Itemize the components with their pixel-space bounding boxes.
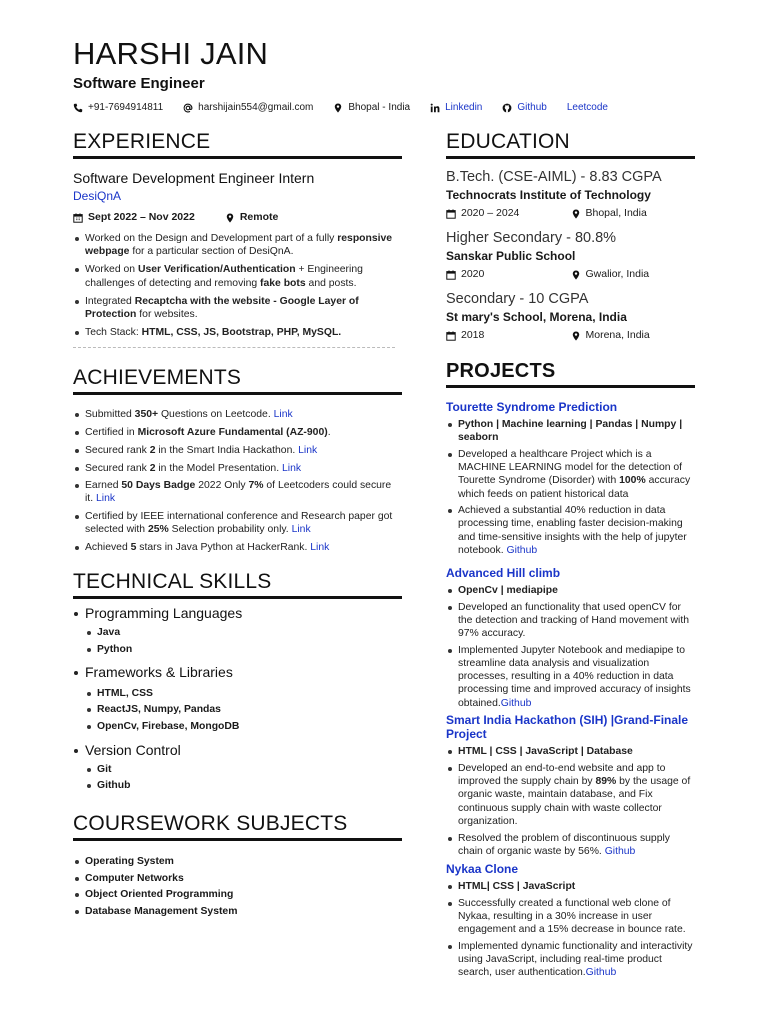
list-item: Integrated Recaptcha with the website - Google Layer of Protection for websites. bbox=[73, 295, 402, 321]
education-entry bbox=[446, 290, 695, 342]
linkedin-link[interactable] bbox=[430, 102, 482, 114]
phone-text: +91-7694914811 bbox=[88, 102, 164, 113]
location-contact bbox=[333, 102, 410, 114]
project-title[interactable]: Tourette Syndrome Prediction bbox=[446, 400, 618, 414]
proof-link[interactable]: Link bbox=[273, 409, 293, 421]
list-item: Implemented dynamic functionality and interactivity using JavaScript, including real-time product search, user authentication.Github bbox=[446, 940, 695, 980]
list-item: Developed a healthcare Project which is a MACHINE LEARNING model for the detection of Tourette Syndrome (Disorder) with 100% accuracy which feeds on patient historical data bbox=[446, 448, 695, 501]
skill-group-items bbox=[85, 763, 402, 793]
list-item: Worked on the Design and Development part of a fully responsive webpage for a particular section of DesiQnA. bbox=[73, 232, 402, 258]
github-link[interactable]: Github bbox=[585, 967, 617, 979]
project-entry bbox=[446, 566, 695, 710]
list-item: OpenCv, Firebase, MongoDB bbox=[85, 720, 402, 733]
leetcode-text: Leetcode bbox=[566, 102, 608, 113]
list-item: Worked on User Verification/Authentication + Engineering challenges of detecting and removing fake bots and posts. bbox=[73, 263, 402, 289]
education-entry bbox=[446, 168, 695, 220]
skills-heading: TECHNICAL SKILLS bbox=[73, 570, 402, 599]
linkedin-icon bbox=[430, 103, 440, 113]
list-item: Git bbox=[85, 763, 402, 776]
list-item: Developed an end-to-end website and app to improved the supply chain by 89% by the usage of organic waste, maintain database, and Fix continuous supply chain with waste collector organization. bbox=[446, 762, 695, 828]
list-item: Tech Stack: HTML, CSS, JS, Bootstrap, PHP, MySQL. bbox=[73, 326, 402, 339]
education-location: Gwalior, India bbox=[585, 268, 650, 280]
proof-link[interactable]: Link bbox=[281, 462, 302, 474]
project-entry bbox=[446, 400, 695, 557]
job-title: Software Development Engineer Intern bbox=[73, 170, 315, 186]
list-item: Achieved 5 stars in Java Python at HackerRank. Link bbox=[73, 541, 402, 554]
list-item: Resolved the problem of discontinuous supply chain of organic waste by 56%. Github bbox=[446, 832, 695, 858]
calendar-icon bbox=[446, 270, 456, 280]
proof-link[interactable]: Link bbox=[298, 444, 318, 456]
projects-heading: PROJECTS bbox=[446, 359, 695, 388]
list-item: Submitted 350+ Questions on Leetcode. Link bbox=[73, 408, 402, 421]
skill-group-heading: Programming Languages bbox=[73, 605, 402, 622]
list-item: Computer Networks bbox=[73, 872, 402, 885]
job-location: Remote bbox=[239, 211, 279, 223]
skill-group-items bbox=[85, 687, 402, 733]
proof-link[interactable]: Link bbox=[95, 493, 116, 505]
leetcode-link[interactable] bbox=[567, 102, 608, 114]
github-link[interactable] bbox=[502, 102, 546, 114]
project-tech: HTML| CSS | JavaScript bbox=[446, 880, 695, 893]
project-entry bbox=[446, 862, 695, 979]
location-pin-icon bbox=[333, 103, 343, 113]
linkedin-text: Linkedin bbox=[445, 102, 483, 113]
list-item: Secured rank 2 in the Model Presentation. Link bbox=[73, 462, 402, 475]
email-contact[interactable] bbox=[183, 102, 313, 114]
education-entry bbox=[446, 229, 695, 281]
project-bullets bbox=[446, 880, 695, 979]
list-item: Achieved a substantial 40% reduction in data processing time, enabling faster decision-making and time-sensitive insights with the help of jupyter notebook. Github bbox=[446, 504, 695, 557]
list-item: Object Oriented Programming bbox=[73, 888, 402, 901]
project-bullets bbox=[446, 418, 695, 557]
phone-contact bbox=[73, 102, 163, 114]
list-item: Developed an functionality that used openCV for the detection and tracking of Hand movement with 97% accuracy. bbox=[446, 601, 695, 641]
education-school: Technocrats Institute of Technology bbox=[446, 188, 651, 202]
list-item: Successfully created a functional web clone of Nykaa, resulting in a 30% increase in user engagement and a 15% decrease in bounce rate. bbox=[446, 897, 695, 937]
contact-bar bbox=[73, 102, 713, 114]
project-tech: OpenCv | mediapipe bbox=[446, 584, 695, 597]
list-item: Github bbox=[85, 779, 402, 792]
experience-bullets bbox=[73, 232, 402, 339]
github-link[interactable]: Github bbox=[506, 544, 538, 556]
skill-group-items bbox=[85, 626, 402, 656]
skill-group-heading: Frameworks & Libraries bbox=[73, 664, 402, 681]
list-item: HTML, CSS bbox=[85, 687, 402, 700]
candidate-name: HARSHI JAIN bbox=[73, 36, 269, 71]
candidate-role: Software Engineer bbox=[73, 75, 205, 92]
project-title[interactable]: Smart India Hackathon (SIH) |Grand-Finale Project bbox=[446, 713, 689, 742]
project-bullets bbox=[446, 745, 695, 858]
education-heading: EDUCATION bbox=[446, 130, 695, 159]
location-pin-icon bbox=[571, 270, 581, 280]
education-meta bbox=[446, 329, 695, 342]
phone-icon bbox=[73, 103, 83, 113]
job-meta bbox=[73, 211, 402, 224]
list-item: Certified in Microsoft Azure Fundamental (AZ-900). bbox=[73, 426, 402, 439]
education-meta bbox=[446, 268, 695, 281]
list-item: Certified by IEEE international conference and Research paper got selected with 25% Selection probability only. Link bbox=[73, 510, 402, 536]
location-text: Bhopal - India bbox=[348, 102, 411, 113]
achievements-heading: ACHIEVEMENTS bbox=[73, 366, 402, 395]
project-tech: HTML | CSS | JavaScript | Database bbox=[446, 745, 695, 758]
calendar-icon bbox=[446, 331, 456, 341]
resume-header bbox=[73, 36, 713, 114]
list-item: Secured rank 2 in the Smart India Hackathon. Link bbox=[73, 444, 402, 457]
list-item: Operating System bbox=[73, 855, 402, 868]
location-pin-icon bbox=[571, 209, 581, 219]
list-item: Earned 50 Days Badge 2022 Only 7% of Leetcoders could secure it. Link bbox=[73, 479, 402, 505]
github-link[interactable]: Github bbox=[500, 697, 532, 709]
education-school: St mary's School, Morena, India bbox=[446, 310, 627, 324]
coursework-list bbox=[73, 855, 402, 918]
github-text: Github bbox=[517, 102, 547, 113]
education-meta bbox=[446, 207, 695, 220]
education-degree: Higher Secondary - 80.8% bbox=[446, 230, 617, 246]
education-location: Bhopal, India bbox=[585, 207, 647, 219]
left-column bbox=[73, 130, 402, 921]
achievements-list bbox=[73, 408, 402, 554]
github-icon bbox=[502, 103, 512, 113]
education-years: 2020 bbox=[461, 268, 485, 280]
education-school: Sanskar Public School bbox=[446, 249, 576, 263]
list-item: Python bbox=[85, 643, 402, 656]
project-title[interactable]: Nykaa Clone bbox=[446, 861, 519, 876]
experience-heading: EXPERIENCE bbox=[73, 130, 402, 159]
project-bullets bbox=[446, 584, 695, 710]
project-tech: Python | Machine learning | Pandas | Numpy | seaborn bbox=[446, 418, 695, 444]
at-icon bbox=[183, 103, 193, 113]
calendar-icon bbox=[446, 209, 456, 219]
company-name[interactable]: DesiQnA bbox=[73, 189, 122, 203]
proof-link[interactable]: Link bbox=[310, 542, 330, 554]
calendar-icon bbox=[73, 213, 83, 223]
email-text: harshijain554@gmail.com bbox=[198, 102, 314, 113]
education-degree: Secondary - 10 CGPA bbox=[446, 291, 589, 307]
right-column bbox=[446, 130, 695, 983]
skills-list bbox=[73, 605, 402, 792]
list-item: ReactJS, Numpy, Pandas bbox=[85, 703, 402, 716]
skill-group-heading: Version Control bbox=[73, 742, 402, 759]
section-divider bbox=[73, 347, 395, 348]
list-item: Implemented Jupyter Notebook and mediapipe to streamline data analysis and visualization processes, resulting in a 40% reduction in data processing time and improved accuracy of insights obtained.Github bbox=[446, 644, 695, 710]
education-location: Morena, India bbox=[585, 329, 650, 341]
list-item: Database Management System bbox=[73, 905, 402, 918]
coursework-heading: COURSEWORK SUBJECTS bbox=[73, 812, 402, 841]
education-years: 2018 bbox=[461, 329, 485, 341]
education-years: 2020 – 2024 bbox=[461, 207, 520, 219]
job-dates: Sept 2022 – Nov 2022 bbox=[88, 211, 195, 223]
location-pin-icon bbox=[571, 331, 581, 341]
list-item: Java bbox=[85, 626, 402, 639]
github-link[interactable]: Github bbox=[604, 845, 636, 857]
location-pin-icon bbox=[225, 213, 235, 223]
project-entry bbox=[446, 713, 695, 858]
proof-link[interactable]: Link bbox=[291, 524, 311, 536]
project-title[interactable]: Advanced Hill climb bbox=[446, 566, 561, 581]
education-degree: B.Tech. (CSE-AIML) - 8.83 CGPA bbox=[446, 169, 662, 185]
